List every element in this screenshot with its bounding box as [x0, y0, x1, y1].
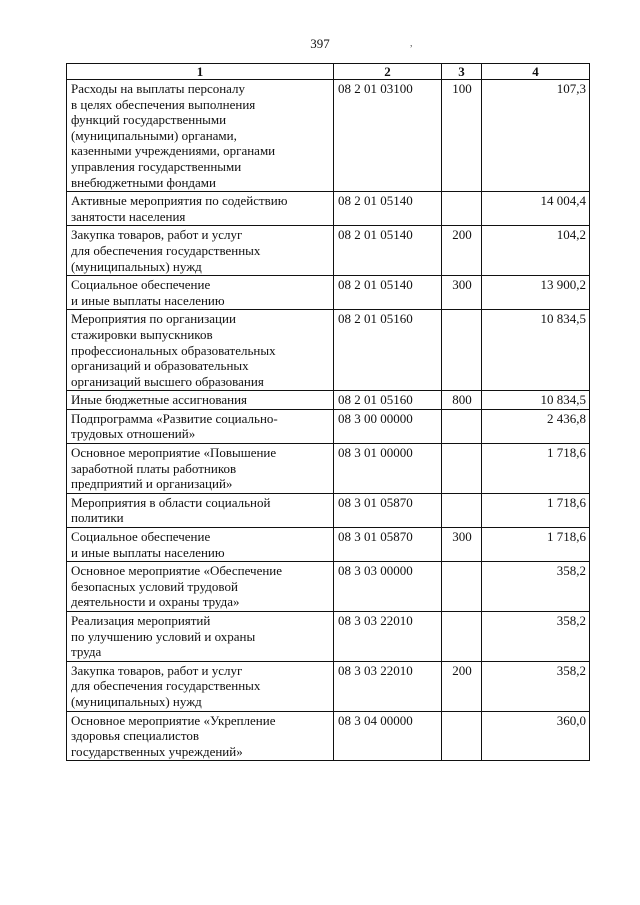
table-row [67, 493, 590, 527]
table-row [67, 562, 590, 612]
table-row [67, 612, 590, 662]
row-kind [442, 562, 482, 612]
table-row [67, 192, 590, 226]
row-kind: 200 [442, 661, 482, 711]
row-code: 08 3 01 00000 [334, 444, 442, 494]
table-row [67, 310, 590, 391]
table-row [67, 391, 590, 410]
row-amount: 14 004,4 [482, 192, 590, 226]
row-kind [442, 493, 482, 527]
row-code: 08 2 01 05140 [334, 192, 442, 226]
row-code: 08 3 01 05870 [334, 528, 442, 562]
row-kind: 300 [442, 276, 482, 310]
row-kind [442, 310, 482, 391]
header-col-4: 4 [482, 64, 590, 80]
header-col-2: 2 [334, 64, 442, 80]
table-row [67, 711, 590, 761]
row-amount: 104,2 [482, 226, 590, 276]
row-code: 08 3 03 00000 [334, 562, 442, 612]
table-row [67, 528, 590, 562]
table-row [67, 444, 590, 494]
row-code: 08 2 01 05140 [334, 226, 442, 276]
page-mark: , [410, 38, 413, 49]
table-row [67, 80, 590, 192]
row-name: Расходы на выплаты персоналу в целях обеспечения выполнения функций государственными (муниципальными) органами, казенными учреждениями, органами управления государственными внебюджетными фондами [67, 80, 334, 192]
row-name: Подпрограмма «Развитие социально- трудовых отношений» [67, 409, 334, 443]
budget-table [66, 63, 590, 761]
row-kind [442, 612, 482, 662]
row-kind: 800 [442, 391, 482, 410]
row-amount: 10 834,5 [482, 391, 590, 410]
row-amount: 1 718,6 [482, 493, 590, 527]
row-amount: 107,3 [482, 80, 590, 192]
row-name: Основное мероприятие «Обеспечение безопасных условий трудовой деятельности и охраны труда» [67, 562, 334, 612]
row-kind: 200 [442, 226, 482, 276]
row-kind [442, 409, 482, 443]
row-name: Основное мероприятие «Укрепление здоровья специалистов государственных учреждений» [67, 711, 334, 761]
row-name: Реализация мероприятий по улучшению условий и охраны труда [67, 612, 334, 662]
row-name: Активные мероприятия по содействию занятости населения [67, 192, 334, 226]
header-col-3: 3 [442, 64, 482, 80]
row-kind: 100 [442, 80, 482, 192]
header-col-1: 1 [67, 64, 334, 80]
row-kind [442, 444, 482, 494]
row-code: 08 3 04 00000 [334, 711, 442, 761]
row-name: Основное мероприятие «Повышение заработной платы работников предприятий и организаций» [67, 444, 334, 494]
row-code: 08 2 01 05160 [334, 310, 442, 391]
table-row [67, 226, 590, 276]
table-row [67, 661, 590, 711]
row-amount: 1 718,6 [482, 444, 590, 494]
row-code: 08 2 01 05140 [334, 276, 442, 310]
row-kind: 300 [442, 528, 482, 562]
row-name: Социальное обеспечение и иные выплаты населению [67, 276, 334, 310]
row-name: Закупка товаров, работ и услуг для обеспечения государственных (муниципальных) нужд [67, 661, 334, 711]
row-name: Мероприятия в области социальной политики [67, 493, 334, 527]
table-header [67, 64, 590, 80]
row-name: Социальное обеспечение и иные выплаты населению [67, 528, 334, 562]
row-amount: 360,0 [482, 711, 590, 761]
row-name: Иные бюджетные ассигнования [67, 391, 334, 410]
table-row [67, 276, 590, 310]
row-code: 08 3 00 00000 [334, 409, 442, 443]
row-code: 08 2 01 03100 [334, 80, 442, 192]
row-name: Закупка товаров, работ и услуг для обеспечения государственных (муниципальных) нужд [67, 226, 334, 276]
row-kind [442, 192, 482, 226]
row-amount: 358,2 [482, 661, 590, 711]
row-amount: 1 718,6 [482, 528, 590, 562]
row-code: 08 2 01 05160 [334, 391, 442, 410]
row-amount: 10 834,5 [482, 310, 590, 391]
table-row [67, 409, 590, 443]
page-number: 397 [310, 36, 330, 51]
row-kind [442, 711, 482, 761]
row-amount: 13 900,2 [482, 276, 590, 310]
row-name: Мероприятия по организации стажировки выпускников профессиональных образовательных организаций и образовательных организаций высшего образования [67, 310, 334, 391]
row-code: 08 3 03 22010 [334, 612, 442, 662]
row-code: 08 3 01 05870 [334, 493, 442, 527]
table-body [67, 80, 590, 761]
header-row [67, 64, 590, 80]
row-code: 08 3 03 22010 [334, 661, 442, 711]
row-amount: 358,2 [482, 562, 590, 612]
row-amount: 2 436,8 [482, 409, 590, 443]
row-amount: 358,2 [482, 612, 590, 662]
